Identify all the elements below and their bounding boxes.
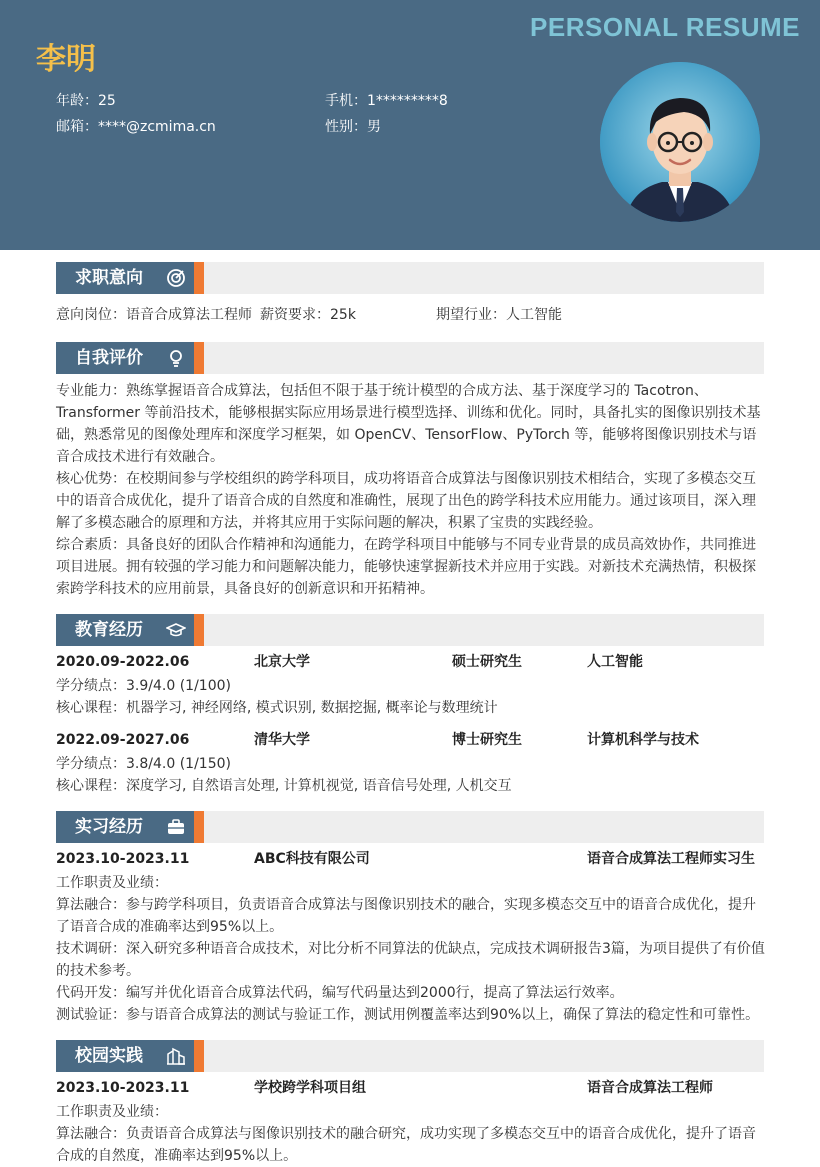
section-accent bbox=[194, 262, 204, 294]
section-title: 实习经历 bbox=[56, 811, 194, 843]
campus-date: 2023.10-2023.11 bbox=[56, 1080, 190, 1096]
edu-courses: 核心课程：机器学习, 神经网络, 模式识别, 数据挖掘, 概率论与数理统计 bbox=[56, 700, 498, 716]
edu-date: 2020.09-2022.06 bbox=[56, 654, 190, 670]
phone-field: 手机：1*********8 bbox=[325, 93, 448, 109]
intern-duty-label: 工作职责及业绩： bbox=[56, 875, 168, 891]
campus-role: 语音合成算法工程师 bbox=[587, 1080, 713, 1096]
section-campus-header bbox=[56, 1040, 764, 1072]
gender-field: 性别：男 bbox=[325, 119, 381, 135]
edu-degree: 博士研究生 bbox=[452, 732, 522, 748]
campus-org: 学校跨学科项目组 bbox=[254, 1080, 366, 1096]
self-eval-strength: 核心优势：在校期间参与学校组织的跨学科项目，成功将语音合成算法与图像识别技术相结合，实现了多模态交互中的语音合成优化，提升了语音合成的自然度和准确性，展现了出色的跨学科技术应用能力。通过该项目，深入理解了多模态融合的原理和方法，并将其应用于实际问题的解决，积累了宝贵的实践经验。 bbox=[56, 471, 756, 531]
intern-item: 测试验证：参与语音合成算法的测试与验证工作，测试用例覆盖率达到90%以上，确保了算法的稳定性和可靠性。 bbox=[56, 1007, 760, 1023]
candidate-name: 李明 bbox=[36, 42, 96, 77]
briefcase-icon bbox=[166, 817, 186, 837]
edu-date: 2022.09-2027.06 bbox=[56, 732, 190, 748]
intern-item: 技术调研：深入研究多种语音合成技术，对比分析不同算法的优缺点，完成技术调研报告3篇，为项目提供了有价值的技术参考。 bbox=[56, 941, 765, 979]
section-title: 自我评价 bbox=[56, 342, 194, 374]
section-self-header bbox=[56, 342, 764, 374]
section-accent bbox=[194, 811, 204, 843]
section-accent bbox=[194, 342, 204, 374]
edu-gpa: 学分绩点：3.9/4.0 (1/100) bbox=[56, 678, 231, 694]
intent-industry: 期望行业：人工智能 bbox=[436, 307, 562, 323]
section-accent bbox=[194, 1040, 204, 1072]
self-eval-professional: 专业能力：熟练掌握语音合成算法，包括但不限于基于统计模型的合成方法、基于深度学习的 Tacotron、Transformer 等前沿技术，能够根据实际应用场景进行模型选择、训练和优化。同时，具备扎实的图像识别技术基础，熟悉常见的图像处理库和深度学习框架，如 OpenCV、TensorFlow、PyTorch 等，能够将图像识别技术与语音合成技术进行有效融合。 bbox=[56, 383, 761, 465]
resume-header bbox=[0, 0, 820, 250]
self-eval-quality: 综合素质：具备良好的团队合作精神和沟通能力，在跨学科项目中能够与不同专业背景的成员高效协作，共同推进项目进展。拥有较强的学习能力和问题解决能力，能够快速掌握新技术并应用于实践。对新技术充满热情，积极探索跨学科技术的应用前景，具备良好的创新意识和开拓精神。 bbox=[56, 537, 756, 597]
intern-item: 算法融合：参与跨学科项目，负责语音合成算法与图像识别技术的融合，实现多模态交互中的语音合成优化，提升了语音合成的准确率达到95%以上。 bbox=[56, 897, 756, 935]
campus-item: 算法融合：负责语音合成算法与图像识别技术的融合研究，成功实现了多模态交互中的语音合成优化，提升了语音合成的自然度，准确率达到95%以上。 bbox=[56, 1126, 756, 1164]
section-title: 教育经历 bbox=[56, 614, 194, 646]
building-icon bbox=[166, 1046, 186, 1066]
intent-salary: 薪资要求：25k bbox=[260, 307, 356, 323]
avatar-portrait-icon bbox=[600, 62, 760, 222]
section-edu-header bbox=[56, 614, 764, 646]
intern-role: 语音合成算法工程师实习生 bbox=[587, 851, 755, 867]
resume-tag: PERSONAL RESUME bbox=[530, 12, 800, 42]
avatar bbox=[600, 62, 760, 222]
section-intern-header bbox=[56, 811, 764, 843]
section-title: 校园实践 bbox=[56, 1040, 194, 1072]
target-icon bbox=[166, 268, 186, 288]
section-title: 求职意向 bbox=[56, 262, 194, 294]
intern-company: ABC科技有限公司 bbox=[254, 851, 370, 867]
section-accent bbox=[194, 614, 204, 646]
intent-position: 意向岗位：语音合成算法工程师 bbox=[56, 307, 252, 323]
intern-date: 2023.10-2023.11 bbox=[56, 851, 190, 867]
lightbulb-icon bbox=[166, 348, 186, 368]
age-field: 年龄：25 bbox=[56, 93, 116, 109]
email-field: 邮箱：****@zcmima.cn bbox=[56, 119, 216, 135]
edu-courses: 核心课程：深度学习, 自然语言处理, 计算机视觉, 语音信号处理, 人机交互 bbox=[56, 778, 512, 794]
edu-gpa: 学分绩点：3.8/4.0 (1/150) bbox=[56, 756, 231, 772]
edu-school: 北京大学 bbox=[254, 654, 310, 670]
edu-degree: 硕士研究生 bbox=[452, 654, 522, 670]
section-intent-header bbox=[56, 262, 764, 294]
graduation-cap-icon bbox=[166, 620, 186, 640]
intern-item: 代码开发：编写并优化语音合成算法代码，编写代码量达到2000行，提高了算法运行效率。 bbox=[56, 985, 624, 1001]
edu-school: 清华大学 bbox=[254, 732, 310, 748]
edu-major: 人工智能 bbox=[587, 654, 643, 670]
edu-major: 计算机科学与技术 bbox=[587, 732, 699, 748]
campus-duty-label: 工作职责及业绩： bbox=[56, 1104, 168, 1120]
